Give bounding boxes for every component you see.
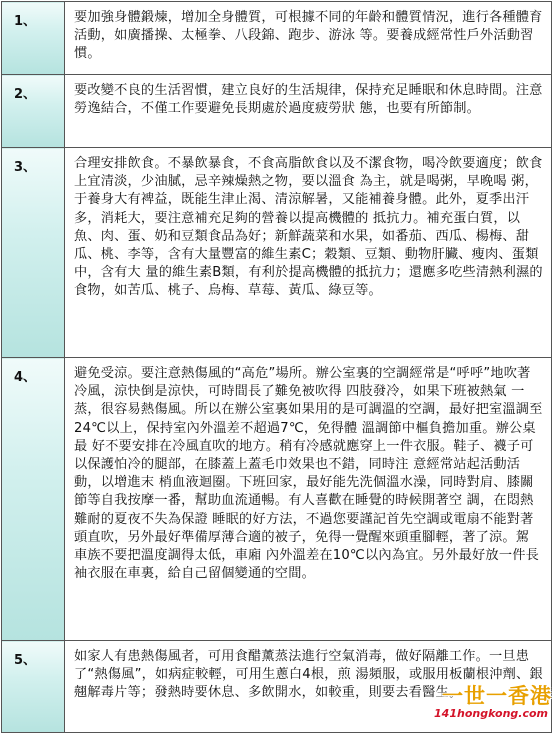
row-number: 4、 [2,358,65,641]
watermark-url: 141hongkong.com [434,707,548,720]
site-watermark [402,680,552,726]
health-advice-table [1,1,552,733]
row-text: 要改變不良的生活習慣，建立良好的生活規律，保持充足睡眠和休息時間。注意勞逸結合，不僅工作要避免長期處於過度疲勞狀 態，也要有所節制。 [65,75,552,148]
table-row [2,75,552,148]
row-text: 避免受涼。要注意熱傷風的“高危”場所。辦公室裏的空調經常是“呼呼”地吹著冷風，涼快倒是涼快，可時間長了難免被吹得 四肢發冷，如果下班被熱氣 一蒸，很容易熱傷風。所以在辦公室裏如果用的是可調溫的空調，最好把室溫調至24℃以上，保持室內外溫差不超過7℃，免得體 溫調節中樞負擔加重。辦公桌最 好不要安排在冷風直吹的地方。稍有冷感就應穿上一件衣服。鞋子、襪子可以保護怕冷的腿部，在膝蓋上蓋毛巾效果也不錯，同時注 意經常站起活動活動，以增進末 梢血液迴圈。下班回家，最好能先洗個溫水澡，同時對肩、膝關節等自我按摩一番，幫助血流通暢。有人喜歡在睡覺的時候開著空 調，在悶熱難耐的夏夜不失為保證 睡眠的好方法，不過您要謹記首先空調或電扇不能對著頭直吹，另外最好準備厚薄合適的被子，免得一覺醒來頭重腳輕，著了涼。駕 車族不要把溫度調得太低，車廂 內外溫差在10℃以內為宜。另外最好放一件長袖衣服在車裏，給自己留個變通的空間。 [65,358,552,641]
row-text: 合理安排飲食。不暴飲暴食，不食高脂飲食以及不潔食物，喝冷飲要適度；飲食上宜清淡，少油膩，忌辛辣燥熱之物，要以溫食 為主，就是喝粥，早晚喝 粥，于養身大有裨益，既能生津止渴、清涼解暑，又能補養身體。此外，夏季出汗多，消耗大，要注意補充足夠的營養以提高機體的 抵抗力。補充蛋白質，以魚、肉、蛋、奶和豆類食品為好；新鮮蔬菜和水果，如番茄、西瓜、楊梅、甜瓜、桃、李等，含有大量豐富的維生素C；穀類、豆類、動物肝臟、瘦肉、蛋類中，含有大 量的維生素B類，有利於提高機體的抵抗力；還應多吃些清熱利濕的食物，如苦瓜、桃子、烏梅、草莓、黃瓜、綠豆等。 [65,148,552,358]
table-row [2,358,552,641]
table-row [2,2,552,75]
row-text: 要加強身體鍛煉，增加全身體質，可根據不同的年齡和體質情況，進行各種體育活動，如廣播操、太極拳、八段錦、跑步、游泳 等。要養成經常性戶外活動習慣。 [65,2,552,75]
row-number: 5、 [2,641,65,733]
row-number: 1、 [2,2,65,75]
row-number: 2、 [2,75,65,148]
row-text: 如家人有患熱傷風者，可用食醋薰蒸法進行空氣消毒，做好隔離工作。一旦患了“熱傷風”，如病症較輕，可用生蔥白4根，煎 湯頻服，或服用板蘭根沖劑、銀翹解毒片等；發熱時要休息、多飲開水，如較重，則要去看醫生。 [65,641,552,733]
row-number: 3、 [2,148,65,358]
table-row [2,148,552,358]
watermark-title: 一世一香港 [442,684,552,708]
